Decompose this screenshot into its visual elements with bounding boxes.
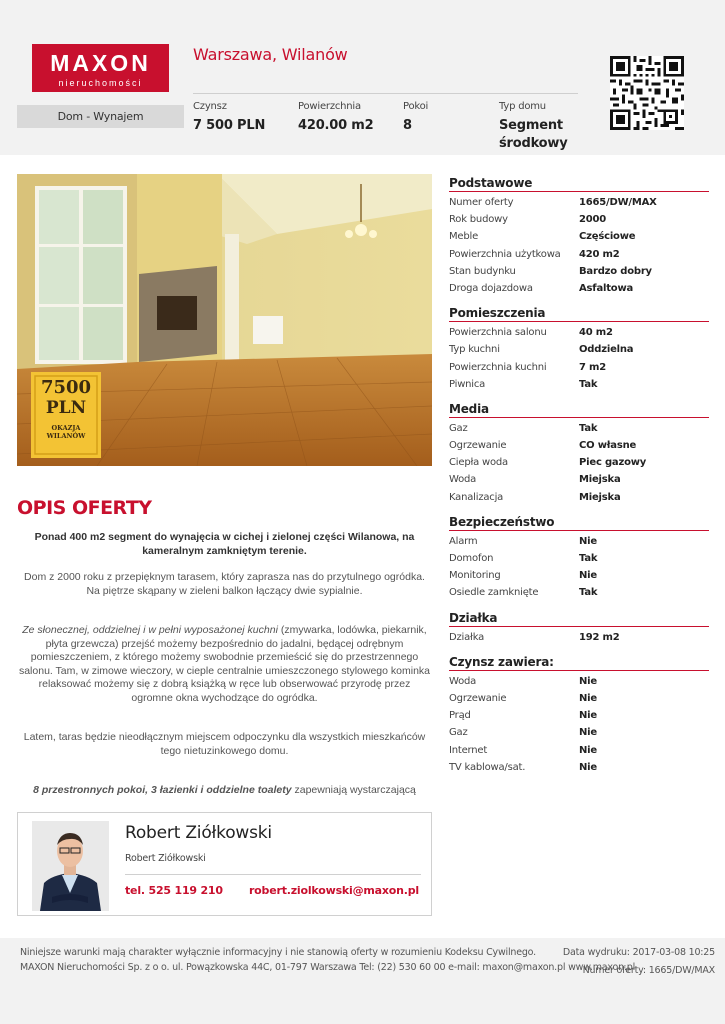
section-bezpieczenstwo (449, 514, 709, 602)
detail-value: Częściowe (579, 231, 636, 243)
area-value: 420.00 m2 (298, 118, 374, 133)
detail-label: Osiedle zamknięte (449, 587, 539, 599)
header-divider (193, 93, 578, 94)
detail-label: Kanalizacja (449, 491, 504, 503)
house-type-block (499, 101, 568, 153)
detail-row (449, 629, 709, 646)
detail-row (449, 690, 709, 707)
logo-name: MAXON (50, 50, 151, 76)
detail-row (449, 673, 709, 690)
section-title: Media (449, 401, 709, 418)
detail-value: Nie (579, 570, 597, 582)
area-label: Powierzchnia (298, 101, 361, 112)
detail-value: Miejska (579, 491, 621, 503)
detail-row (449, 533, 709, 550)
detail-label: Internet (449, 744, 488, 756)
header (0, 0, 725, 155)
detail-label: Powierzchnia salonu (449, 327, 547, 339)
detail-value: Tak (579, 587, 598, 599)
detail-row (449, 228, 709, 245)
detail-value: 40 m2 (579, 327, 613, 339)
description-paragraph: Dom z 2000 roku z przepięknym tarasem, który zaprasza nas do przytulnego ogródka. Na piętrze skąpany w zieleni balkon łączący dwie sypialnie. (24, 571, 425, 597)
footer-disclaimer: Niniejsze warunki mają charakter wyłącznie informacyjny i nie stanowią oferty w rozumieniu Kodeksu Cywilnego. (20, 947, 536, 958)
description-italic: Ze słonecznej, oddzielnej i w pełni wyposażonej kuchni (22, 624, 278, 636)
detail-label: Woda (449, 474, 477, 486)
detail-row (449, 359, 709, 376)
detail-value: Nie (579, 710, 597, 722)
location-title: Warszawa, Wilanów (193, 45, 348, 64)
detail-row (449, 471, 709, 488)
rooms-label: Pokoi (403, 101, 429, 112)
section-title: Podstawowe (449, 175, 709, 192)
qr-code-icon[interactable] (610, 56, 684, 130)
detail-label: Domofon (449, 553, 494, 564)
rooms-value: 8 (403, 118, 412, 133)
rent-label: Czynsz (193, 101, 227, 112)
detail-row (449, 707, 709, 724)
detail-label: Ogrzewanie (449, 440, 507, 452)
detail-label: Meble (449, 231, 479, 243)
agent-subtitle: Robert Ziółkowski (125, 853, 206, 864)
detail-label: TV kablowa/sat. (449, 761, 526, 773)
detail-label: Działka (449, 631, 485, 643)
house-type-value (499, 117, 568, 153)
description-paragraph (17, 784, 432, 798)
section-czynsz (449, 654, 709, 776)
agent-avatar (32, 821, 109, 911)
detail-row (449, 724, 709, 741)
rooms-block (403, 101, 428, 135)
detail-label: Prąd (449, 710, 471, 722)
description-text: (zmywarka, lodówka, piekarnik, płyta grzewcza) przejść możemy bezpośrednio do jadalni, będącej odrębnym pomieszczeniem, z którego możemy swobodnie przemieścić się do przestrzennego salonu. Tam, w zimowe wieczory, w cieple centralnie umieszczonego stylowego kominka relaksować możemy się z dobrą książką w ręce lub obserwować przyrodę przez ogromne okna wychodzące do ogródka. (18, 624, 431, 704)
section-title: Czynsz zawiera: (449, 654, 709, 671)
detail-label: Gaz (449, 727, 468, 739)
detail-value: Miejska (579, 474, 621, 486)
detail-row (449, 742, 709, 759)
detail-row (449, 246, 709, 263)
detail-row (449, 550, 709, 567)
detail-row (449, 759, 709, 776)
house-type-label: Typ domu (499, 101, 546, 112)
description-title: OPIS OFERTY (17, 497, 152, 519)
detail-value: 2000 (579, 214, 607, 226)
detail-row (449, 584, 709, 601)
badge-price: 7500 (40, 377, 92, 398)
detail-row (449, 454, 709, 471)
detail-row (449, 341, 709, 358)
agent-email-link[interactable]: robert.ziolkowski@maxon.pl (248, 884, 419, 897)
agent-divider (125, 874, 421, 875)
detail-value: Nie (579, 675, 597, 687)
footer-offer-number: Numer oferty: 1665/DW/MAX (582, 965, 715, 976)
detail-row (449, 489, 709, 506)
section-pomieszczenia (449, 305, 709, 393)
house-type-line-2: środkowy (499, 136, 568, 151)
price-badge (31, 372, 101, 458)
detail-value: Tak (579, 378, 598, 390)
detail-row (449, 194, 709, 211)
maxon-logo[interactable] (32, 44, 169, 92)
description-bold: 8 przestronnych pokoi, 3 łazienki i oddzielne toalety (33, 784, 292, 796)
detail-row (449, 567, 709, 584)
detail-label: Powierzchnia użytkowa (449, 248, 561, 260)
detail-value: 7 m2 (579, 361, 607, 373)
detail-value: Asfaltowa (579, 282, 634, 294)
agent-name: Robert Ziółkowski (125, 823, 272, 843)
detail-row (449, 263, 709, 280)
detail-row (449, 324, 709, 341)
property-photo[interactable] (17, 174, 432, 466)
detail-label: Typ kuchni (449, 344, 500, 356)
detail-label: Powierzchnia kuchni (449, 361, 547, 373)
detail-label: Piwnica (449, 378, 486, 390)
detail-label: Stan budynku (449, 265, 516, 277)
details-column (449, 175, 709, 776)
section-title: Działka (449, 610, 709, 627)
logo-sub: nieruchomości (58, 78, 143, 88)
detail-label: Ciepła woda (449, 457, 508, 469)
detail-label: Droga dojazdowa (449, 282, 533, 294)
detail-value: 420 m2 (579, 248, 620, 260)
detail-value: Nie (579, 535, 597, 547)
detail-row (449, 280, 709, 297)
rent-block (193, 101, 265, 135)
description-lead: Ponad 400 m2 segment do wynajęcia w cichej i zielonej części Wilanowa, na kameralnym zamkniętym terenie. (34, 531, 415, 557)
detail-value: Tak (579, 553, 598, 564)
area-block (298, 101, 373, 135)
section-title: Pomieszczenia (449, 305, 709, 322)
detail-value: Tak (579, 422, 598, 434)
detail-row (449, 420, 709, 437)
footer-company: MAXON Nieruchomości Sp. z o o. ul. Powązkowska 44C, 01-797 Warszawa Tel: (22) 530 60 00 e-mail: maxon@maxon.pl www.maxon.pl (20, 962, 636, 973)
detail-value: Nie (579, 727, 597, 739)
badge-currency: PLN (45, 398, 87, 418)
footer (0, 938, 725, 1024)
description-body (17, 531, 432, 798)
detail-label: Rok budowy (449, 214, 508, 226)
detail-row (449, 376, 709, 393)
section-podstawowe (449, 175, 709, 297)
badge-caption-1: OKAZJA (51, 424, 81, 432)
detail-value: Nie (579, 761, 597, 773)
detail-value: Nie (579, 744, 597, 756)
detail-label: Alarm (449, 535, 478, 547)
detail-label: Monitoring (449, 570, 501, 582)
detail-value: Bardzo dobry (579, 265, 652, 277)
agent-phone-link[interactable]: tel. 525 119 210 (125, 884, 223, 897)
detail-label: Ogrzewanie (449, 692, 507, 704)
description-paragraph: Latem, taras będzie nieodłącznym miejscem odpoczynku dla wszystkich mieszkańców tego nietuzinkowego domu. (23, 731, 426, 757)
detail-value: Piec gazowy (579, 457, 647, 469)
section-media (449, 401, 709, 506)
detail-label: Woda (449, 675, 477, 687)
section-dzialka (449, 610, 709, 646)
deal-type-badge: Dom - Wynajem (17, 105, 184, 128)
detail-value: Nie (579, 692, 597, 704)
detail-row (449, 437, 709, 454)
detail-value: 1665/DW/MAX (579, 197, 657, 208)
detail-value: CO własne (579, 440, 637, 452)
description-text: zapewniają wystarczającą (291, 784, 416, 796)
detail-value: Oddzielna (579, 344, 634, 356)
house-type-line-1: Segment (499, 118, 563, 133)
footer-print-date: Data wydruku: 2017-03-08 10:25 (562, 947, 715, 958)
detail-row (449, 211, 709, 228)
detail-value: 192 m2 (579, 631, 620, 643)
rent-value: 7 500 PLN (193, 118, 266, 133)
detail-label: Numer oferty (449, 197, 514, 208)
agent-card (17, 812, 432, 916)
detail-label: Gaz (449, 422, 468, 434)
section-title: Bezpieczeństwo (449, 514, 709, 531)
description-paragraph (17, 624, 432, 705)
badge-caption-2: WILANÓW (46, 432, 86, 440)
